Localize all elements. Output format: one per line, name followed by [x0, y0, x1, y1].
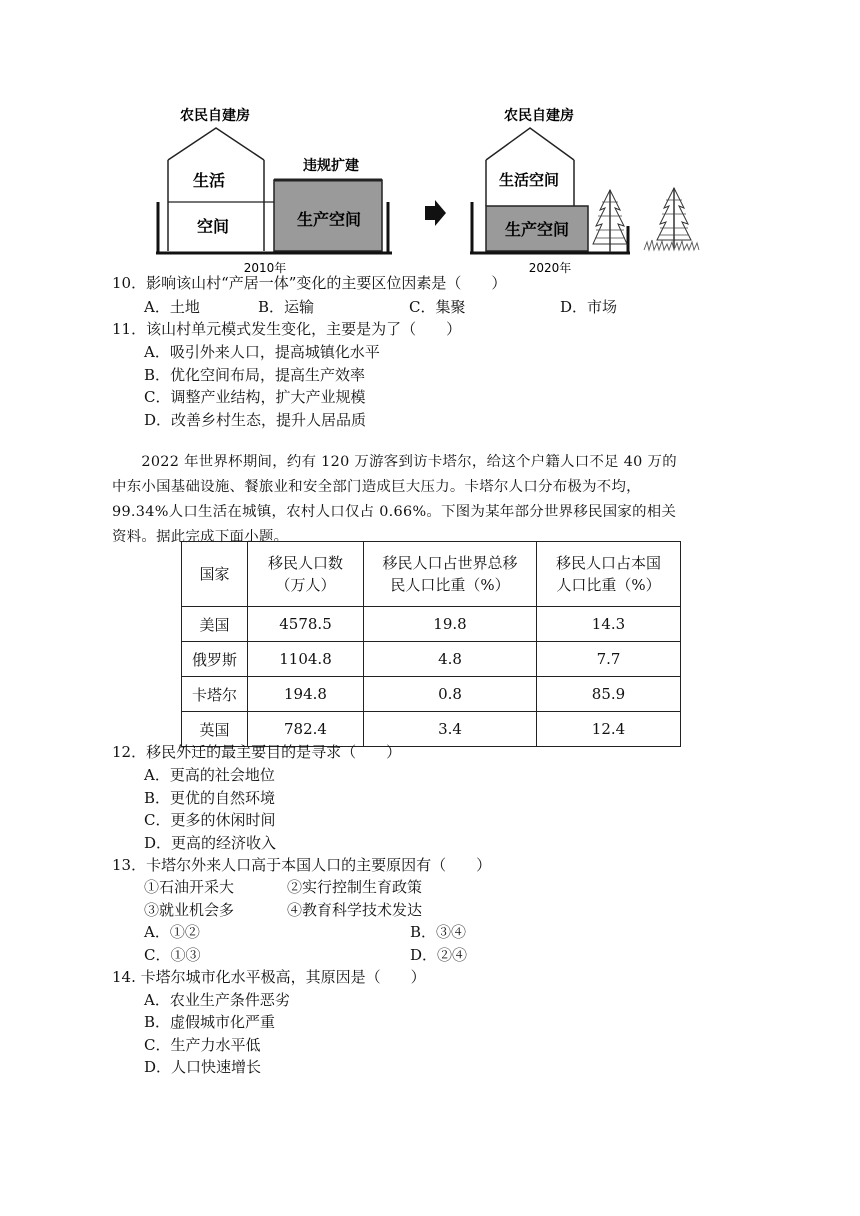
q12-option-d[interactable]: D．更高的经济收入: [144, 834, 277, 852]
passage-line: 资料。据此完成下面小题。: [112, 529, 289, 545]
question-11-stem: 11．该山村单元模式发生变化，主要是为了（ ）: [112, 320, 462, 338]
tree-icon: [657, 188, 691, 248]
passage-line: 99.34%人口生活在城镇，农村人口仅占 0.66%。下图为某年部分世界移民国家的相关: [112, 504, 677, 520]
table-cell: 194.8: [248, 677, 364, 712]
q11-option-c[interactable]: C．调整产业结构，扩大产业规模: [144, 388, 366, 406]
production-label-2010: 生产空间: [296, 210, 362, 229]
header-text: 移民人口占世界总移: [382, 554, 518, 572]
grass-icon: [644, 240, 699, 250]
question-10-stem: 10．影响该山村“产居一体”变化的主要区位因素是（ ）: [112, 274, 507, 292]
table-header-cell: [364, 542, 537, 607]
passage-line: 2022 年世界杯期间，约有 120 万游客到访卡塔尔，给这个户籍人口不足 40 万的: [112, 454, 677, 470]
header-text: 人口比重（%）: [556, 576, 661, 594]
table-cell: 4.8: [364, 642, 537, 677]
q10-option-b[interactable]: B．运输: [258, 298, 315, 316]
q13-item-1: ①石油开采大: [144, 878, 235, 896]
q14-option-a[interactable]: A．农业生产条件恶劣: [144, 991, 290, 1009]
table-cell: 782.4: [248, 712, 364, 747]
table-cell: 12.4: [537, 712, 681, 747]
table-header-cell: 国家: [182, 542, 248, 607]
living-label-2020: 生活空间: [498, 171, 560, 189]
panel-2010: [156, 107, 392, 275]
q13-item-4: ④教育科学技术发达: [287, 901, 423, 919]
q13-option-a[interactable]: A．①②: [144, 923, 200, 941]
question-13-stem: 13．卡塔尔外来人口高于本国人口的主要原因有（ ）: [112, 856, 492, 874]
header-text: （万人）: [275, 576, 336, 594]
table-header-cell: [248, 542, 364, 607]
q12-option-c[interactable]: C．更多的休闲时间: [144, 811, 276, 829]
table-cell: 英国: [182, 712, 248, 747]
table-cell: 0.8: [364, 677, 537, 712]
table-row: [182, 642, 681, 677]
q11-option-b[interactable]: B．优化空间布局，提高生产效率: [144, 366, 366, 384]
q12-option-b[interactable]: B．更优的自然环境: [144, 789, 276, 807]
table-cell: 1104.8: [248, 642, 364, 677]
production-label-2020: 生产空间: [504, 220, 570, 239]
q10-option-d[interactable]: D．市场: [560, 298, 618, 316]
table-cell: 美国: [182, 607, 248, 642]
table-cell: 3.4: [364, 712, 537, 747]
table-row: [182, 607, 681, 642]
table-cell: 7.7: [537, 642, 681, 677]
table-cell: 俄罗斯: [182, 642, 248, 677]
year-2010: 2010年: [243, 261, 287, 275]
q10-option-c[interactable]: C．集聚: [409, 298, 466, 316]
arrow-right-icon: [425, 200, 446, 226]
q14-option-b[interactable]: B．虚假城市化严重: [144, 1013, 276, 1031]
living-label-2010-b: 空间: [196, 217, 230, 236]
table-cell: 85.9: [537, 677, 681, 712]
table-header-row: [182, 542, 681, 607]
q10-option-a[interactable]: A．土地: [144, 298, 200, 316]
illegal-extension-label: 违规扩建: [303, 158, 359, 174]
table-header-cell: [537, 542, 681, 607]
q13-option-d[interactable]: D．②④: [410, 946, 468, 964]
q13-option-b[interactable]: B．③④: [410, 923, 467, 941]
table-cell: 卡塔尔: [182, 677, 248, 712]
house-label-2010: 农民自建房: [180, 108, 250, 124]
q13-option-c[interactable]: C．①③: [144, 946, 201, 964]
header-text: 移民人口数: [267, 554, 343, 572]
tree-icon: [593, 190, 627, 252]
table-cell: 19.8: [364, 607, 537, 642]
question-14-stem: 14. 卡塔尔城市化水平极高，其原因是（ ）: [112, 968, 426, 986]
migration-table: [181, 541, 681, 747]
house-label-2020: 农民自建房: [504, 108, 574, 124]
q13-item-3: ③就业机会多: [144, 901, 235, 919]
q14-option-d[interactable]: D．人口快速增长: [144, 1058, 262, 1076]
header-text: 移民人口占本国: [555, 554, 661, 572]
village-unit-diagram: [150, 98, 710, 278]
year-2020: 2020年: [528, 261, 572, 275]
panel-2020: [470, 107, 699, 275]
table-cell: 4578.5: [248, 607, 364, 642]
living-label-2010-a: 生活: [192, 171, 226, 190]
q14-option-c[interactable]: C．生产力水平低: [144, 1036, 261, 1054]
q11-option-d[interactable]: D．改善乡村生态，提升人居品质: [144, 411, 367, 429]
passage-line: 中东小国基础设施、餐旅业和安全部门造成巨大压力。卡塔尔人口分布极为不均，: [112, 479, 641, 495]
reading-passage: [112, 450, 752, 550]
table-cell: 14.3: [537, 607, 681, 642]
q13-item-2: ②实行控制生育政策: [287, 878, 423, 896]
table-row: [182, 677, 681, 712]
q11-option-a[interactable]: A．吸引外来人口，提高城镇化水平: [144, 343, 380, 361]
header-text: 民人口比重（%）: [390, 576, 510, 594]
question-12-stem: 12．移民外迁的最主要目的是寻求（ ）: [112, 743, 402, 761]
q12-option-a[interactable]: A．更高的社会地位: [144, 766, 275, 784]
